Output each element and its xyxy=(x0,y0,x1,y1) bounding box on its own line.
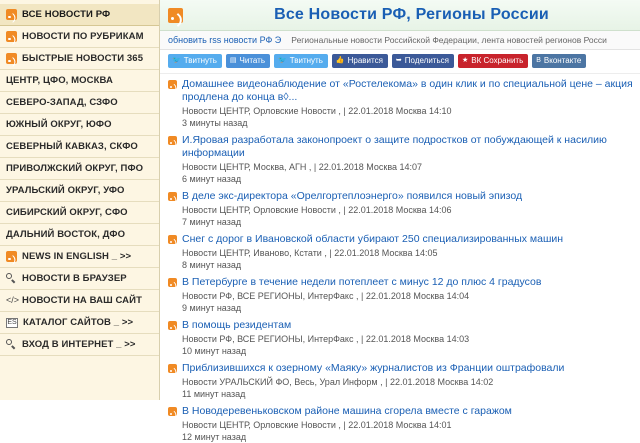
save-icon: ★ xyxy=(461,57,469,64)
sidebar-item-ural-ufo[interactable] xyxy=(0,180,159,202)
news-datetime: 22.01.2018 Москва 14:04 xyxy=(365,291,470,301)
news-source: Новости ЦЕНТР, Москва, АГН , | xyxy=(182,162,317,172)
sidebar-item-label: НОВОСТИ НА ВАШ САЙТ xyxy=(22,295,142,306)
news-list xyxy=(160,74,640,442)
rss-icon xyxy=(6,53,17,64)
news-meta xyxy=(182,290,634,302)
news-ago: 12 минут назад xyxy=(182,432,247,442)
news-title-link[interactable]: Приблизившихся к озерному «Маяку» журналистов из Франции оштрафовали xyxy=(182,362,565,374)
news-body xyxy=(182,78,634,129)
news-title-link[interactable]: В Новодеревеньковском районе машина сгорела вместе с гаражом xyxy=(182,405,512,417)
news-title-link[interactable]: В помощь резидентам xyxy=(182,319,292,331)
news-ago: 3 минуты назад xyxy=(182,118,248,128)
news-item xyxy=(168,362,634,400)
news-body xyxy=(182,190,634,228)
sidebar-item-all-news[interactable] xyxy=(0,4,159,26)
news-meta xyxy=(182,161,634,173)
share-button-twitter[interactable] xyxy=(168,54,222,68)
refresh-rss-link[interactable]: обновить rss новости РФ Э xyxy=(168,35,282,45)
share-button-share[interactable] xyxy=(392,54,454,68)
rss-icon xyxy=(168,364,177,373)
vk-icon: B xyxy=(536,57,541,64)
share-button-label: Вконтакте xyxy=(543,56,582,65)
sidebar-item-label: ЮЖНЫЙ ОКРУГ, ЮФО xyxy=(6,119,112,130)
news-ago: 6 минут назад xyxy=(182,174,242,184)
news-source: Новости РФ, ВСЕ РЕГИОНЫ, ИнтерФакс , | xyxy=(182,334,364,344)
news-datetime: 22.01.2018 Москва 14:03 xyxy=(365,334,470,344)
news-title-link[interactable]: И.Яровая разработала законопроект о защите подростков от побуждающей к насилию информации xyxy=(182,134,607,159)
share-button-label: Нравится xyxy=(347,56,383,65)
news-ago: 7 минут назад xyxy=(182,217,242,227)
news-item xyxy=(168,276,634,314)
social-share-bar xyxy=(160,50,640,74)
news-title-link[interactable]: В Петербурге в течение недели потеплеет с минус 12 до плюс 4 градусов xyxy=(182,276,542,288)
news-source: Новости ЦЕНТР, Орловские Новости , | xyxy=(182,205,346,215)
news-meta xyxy=(182,105,634,117)
share-button-tweet[interactable] xyxy=(274,54,328,68)
rss-icon xyxy=(168,407,177,416)
sidebar-item-news-in-english[interactable] xyxy=(0,246,159,268)
twitter-bird-icon: 🐦 xyxy=(278,57,287,64)
share-button-label: Читать xyxy=(239,56,265,65)
news-source: Новости РФ, ВСЕ РЕГИОНЫ, ИнтерФакс , | xyxy=(182,291,364,301)
sidebar-item-news-to-your-site[interactable] xyxy=(0,290,159,312)
news-item xyxy=(168,405,634,443)
news-meta xyxy=(182,376,634,388)
main-content xyxy=(160,0,640,442)
news-body xyxy=(182,362,634,400)
rss-icon xyxy=(6,9,17,20)
page-header xyxy=(160,0,640,31)
sidebar-item-siberia-sfo[interactable] xyxy=(0,202,159,224)
news-source: Новости ЦЕНТР, Орловские Новости , | xyxy=(182,106,346,116)
news-ago: 10 минут назад xyxy=(182,346,247,356)
news-item xyxy=(168,233,634,271)
sidebar-item-label: НОВОСТИ В БРАУЗЕР xyxy=(22,273,127,284)
share-button-vk[interactable] xyxy=(532,54,586,68)
sidebar-item-north-caucasus-skfo[interactable] xyxy=(0,136,159,158)
sidebar-item-far-east-dfo[interactable] xyxy=(0,224,159,246)
news-meta xyxy=(182,333,634,345)
news-title-link[interactable]: Домашнее видеонаблюдение от «Ростелекома» в один клик и по специальной цене – акция продлена до конца в◊... xyxy=(182,78,633,103)
sidebar-item-label: ЦЕНТР, ЦФО, МОСКВА xyxy=(6,75,113,86)
share-button-read[interactable] xyxy=(226,54,270,68)
page-title: Все Новости РФ, Регионы России xyxy=(274,6,549,23)
sidebar-item-label: СЕВЕРО-ЗАПАД, СЗФО xyxy=(6,97,118,108)
sidebar-item-label: NEWS IN ENGLISH _ >> xyxy=(22,251,132,262)
sidebar-item-label: КАТАЛОГ САЙТОВ _ >> xyxy=(23,317,134,328)
news-item xyxy=(168,190,634,228)
rss-icon xyxy=(168,80,177,89)
sidebar-item-label: БЫСТРЫЕ НОВОСТИ 365 xyxy=(22,53,144,64)
sidebar-item-fast-news-365[interactable] xyxy=(0,48,159,70)
sidebar-item-news-by-topic[interactable] xyxy=(0,26,159,48)
news-ago: 9 минут назад xyxy=(182,303,242,313)
page-description: Региональные новости Российской Федерации, лента новостей регионов Росси xyxy=(291,35,607,45)
sub-header-bar xyxy=(160,31,640,50)
sidebar-item-label: НОВОСТИ ПО РУБРИКАМ xyxy=(22,31,144,42)
rss-icon xyxy=(6,251,17,262)
sidebar xyxy=(0,0,160,400)
sidebar-item-label: ДАЛЬНИЙ ВОСТОК, ДФО xyxy=(6,229,126,240)
sidebar-item-label: СЕВЕРНЫЙ КАВКАЗ, СКФО xyxy=(6,141,138,152)
news-title-link[interactable]: Снег с дорог в Ивановской области убирают 250 специализированных машин xyxy=(182,233,564,245)
news-item xyxy=(168,134,634,185)
news-body xyxy=(182,134,634,185)
news-meta xyxy=(182,247,634,259)
share-button-label: Твитнуть xyxy=(183,56,217,65)
share-button-like[interactable] xyxy=(332,54,388,68)
news-body xyxy=(182,233,634,271)
news-datetime: 22.01.2018 Москва 14:05 xyxy=(334,248,438,258)
news-body xyxy=(182,276,634,314)
news-ago: 11 минут назад xyxy=(182,389,246,399)
news-body xyxy=(182,405,634,443)
sidebar-item-northwest-szfo[interactable] xyxy=(0,92,159,114)
sidebar-item-label: УРАЛЬСКИЙ ОКРУГ, УФО xyxy=(6,185,125,196)
reader-icon: ▤ xyxy=(229,57,237,64)
news-source: Новости ЦЕНТР, Орловские Новости , | xyxy=(182,420,346,430)
sidebar-item-south-ufo[interactable] xyxy=(0,114,159,136)
share-button-save[interactable] xyxy=(458,54,528,68)
rss-icon xyxy=(168,278,177,287)
news-title-link[interactable]: В деле экс-директора «Орелгортеплоэнерго» появился новый эпизод xyxy=(182,190,523,202)
sidebar-item-label: СИБИРСКИЙ ОКРУГ, СФО xyxy=(6,207,128,218)
news-datetime: 22.01.2018 Москва 14:06 xyxy=(348,205,452,215)
rss-icon[interactable] xyxy=(168,8,183,23)
sidebar-item-site-catalog[interactable] xyxy=(0,312,159,334)
news-datetime: 22.01.2018 Москва 14:01 xyxy=(348,420,452,430)
news-source: Новости ЦЕНТР, Иваново, Кстати , | xyxy=(182,248,332,258)
sidebar-item-volga-pfo[interactable] xyxy=(0,158,159,180)
twitter-bird-icon: 🐦 xyxy=(172,57,181,64)
sidebar-item-internet-entry[interactable] xyxy=(0,334,159,356)
news-source: Новости УРАЛЬСКИЙ ФО, Весь, Урал Информ , | xyxy=(182,377,388,387)
thumbs-up-icon: 👍 xyxy=(335,57,345,64)
news-meta xyxy=(182,419,634,431)
news-ago: 8 минут назад xyxy=(182,260,242,270)
code-icon: </> xyxy=(6,295,20,305)
rss-icon xyxy=(168,235,177,244)
sidebar-item-label: ВСЕ НОВОСТИ РФ xyxy=(22,9,111,20)
rss-icon xyxy=(168,192,177,201)
search-icon xyxy=(6,339,17,350)
news-meta xyxy=(182,204,634,216)
rss-icon xyxy=(168,321,177,330)
share-button-label: ВК Сохранить xyxy=(471,56,524,65)
news-item xyxy=(168,78,634,129)
news-body xyxy=(182,319,634,357)
news-datetime: 22.01.2018 Москва 14:02 xyxy=(389,377,494,387)
sidebar-item-news-to-browser[interactable] xyxy=(0,268,159,290)
rss-icon xyxy=(168,136,177,145)
news-datetime: 22.01.2018 Москва 14:07 xyxy=(318,162,423,172)
share-icon: ➥ xyxy=(395,57,402,64)
news-datetime: 22.01.2018 Москва 14:10 xyxy=(348,106,452,116)
sidebar-item-label: ВХОД В ИНТЕРНЕТ _ >> xyxy=(22,339,136,350)
share-button-label: Твитнуть xyxy=(289,56,323,65)
rss-icon xyxy=(6,31,17,42)
share-button-label: Поделиться xyxy=(404,56,449,65)
news-item xyxy=(168,319,634,357)
sidebar-item-label: ПРИВОЛЖСКИЙ ОКРУГ, ПФО xyxy=(6,163,144,174)
box-icon: ES xyxy=(7,318,17,326)
sidebar-item-center-cfo[interactable] xyxy=(0,70,159,92)
search-icon xyxy=(6,273,17,284)
